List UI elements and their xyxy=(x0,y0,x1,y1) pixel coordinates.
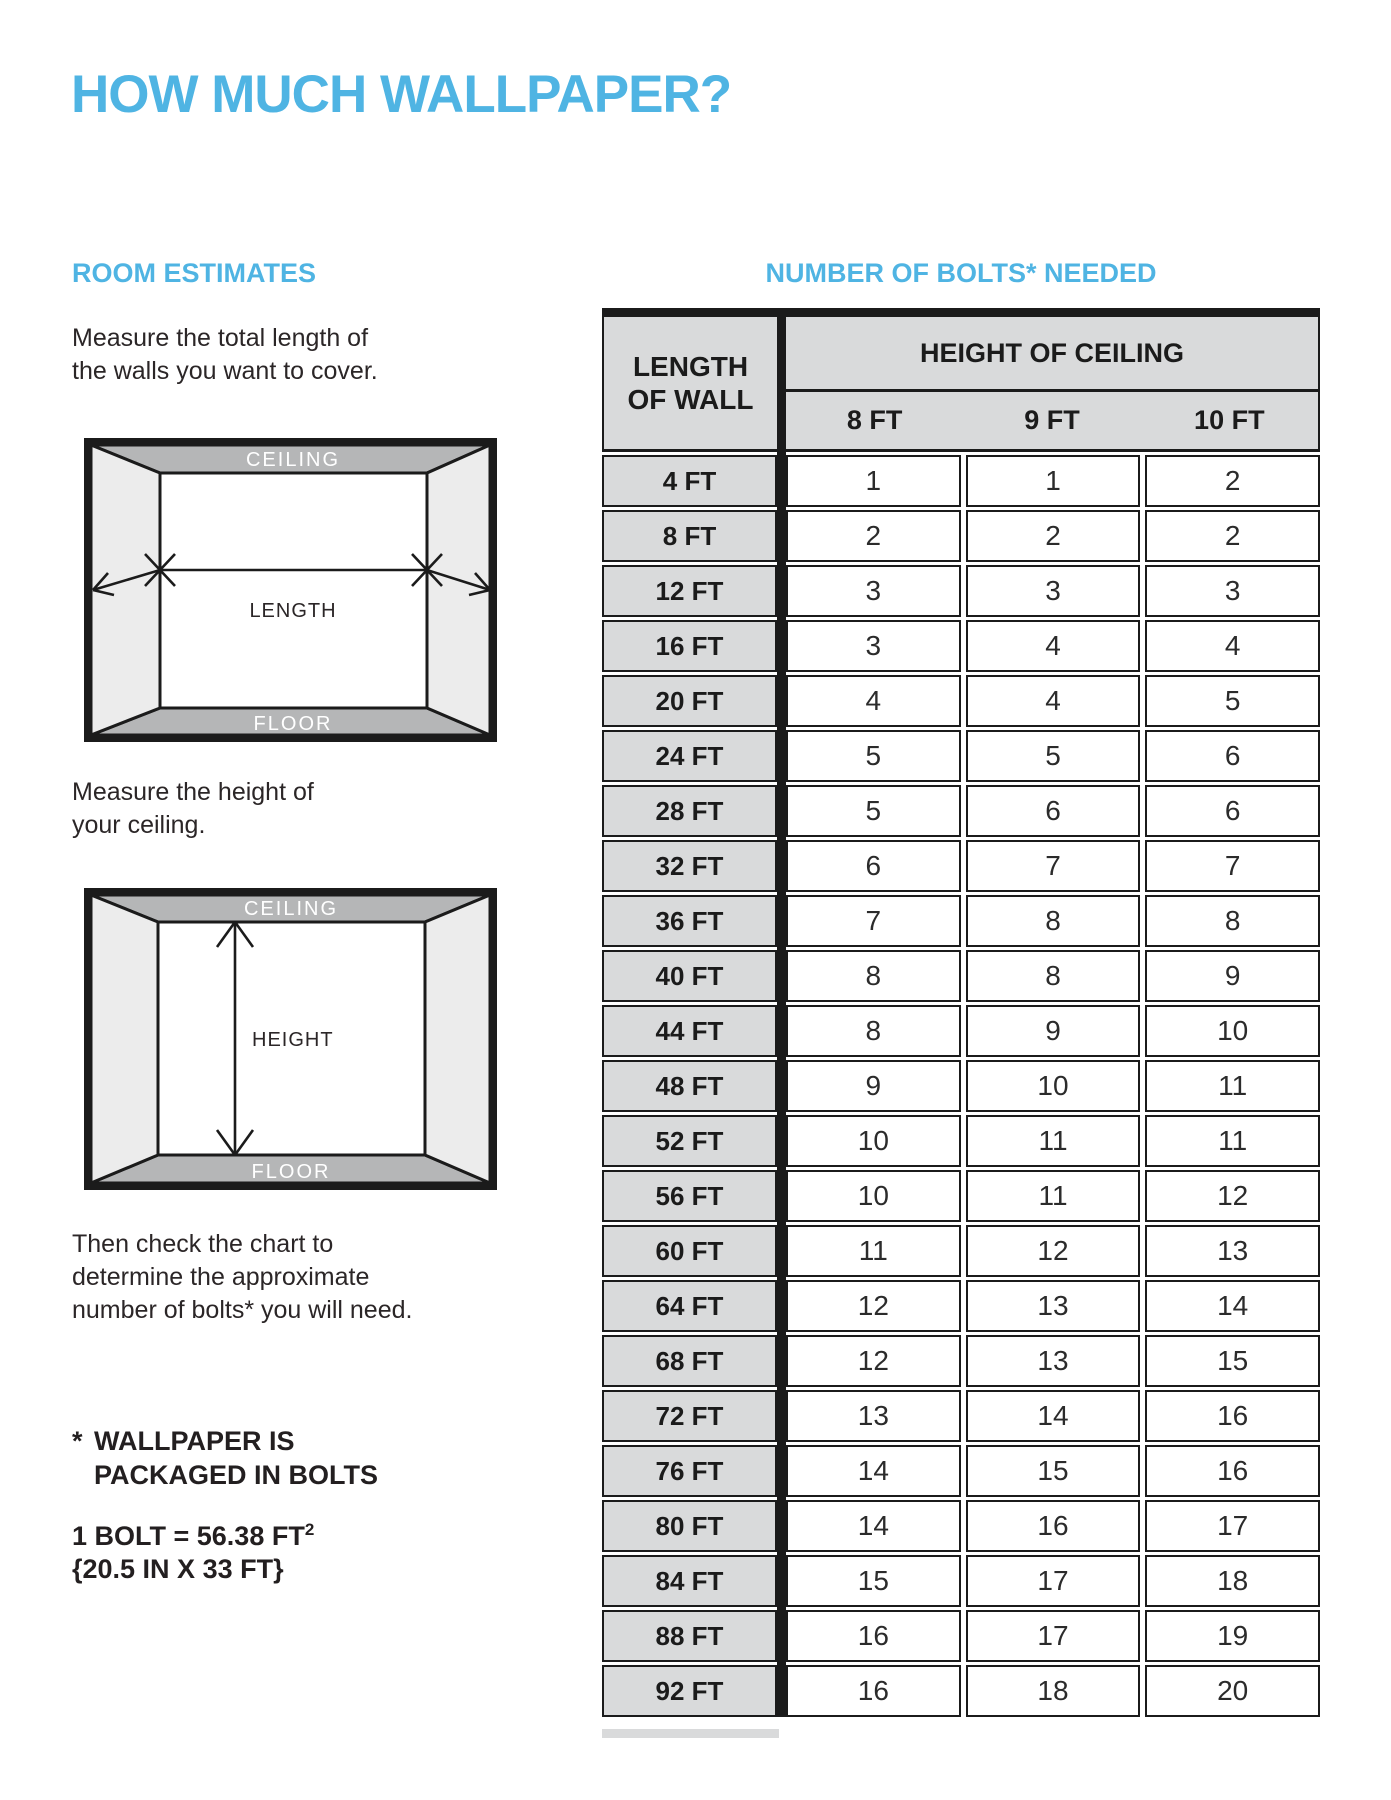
bolt-count-cell: 2 xyxy=(786,510,961,562)
row-values xyxy=(786,840,1320,892)
bolt-count-cell: 8 xyxy=(786,950,961,1002)
bolt-count-cell: 4 xyxy=(966,675,1141,727)
height-label: HEIGHT xyxy=(252,1029,334,1051)
ceiling-height-column-header: 8 FT xyxy=(846,405,903,435)
column-headers xyxy=(786,317,1320,452)
bolt-count-cell: 12 xyxy=(786,1280,961,1332)
table-row xyxy=(602,1115,1320,1167)
table-vertical-rule xyxy=(777,317,786,1717)
wall-length-label: 92 FT xyxy=(602,1665,777,1717)
bolt-equation-text: 1 BOLT = 56.38 FT xyxy=(72,1521,305,1551)
bolt-count-cell: 16 xyxy=(786,1610,961,1662)
bolt-count-cell: 6 xyxy=(1145,730,1320,782)
row-values xyxy=(786,1610,1320,1662)
ceiling-height-column-header: 9 FT xyxy=(1024,405,1080,435)
table-row xyxy=(602,895,1320,947)
wall-length-label: 56 FT xyxy=(602,1170,777,1222)
bolt-count-cell: 7 xyxy=(966,840,1141,892)
bolt-count-cell: 20 xyxy=(1145,1665,1320,1717)
table-row xyxy=(602,1500,1320,1552)
measure-height-paragraph xyxy=(72,776,314,842)
footnote-line: PACKAGED IN BOLTS xyxy=(94,1460,379,1490)
wall-length-label: 20 FT xyxy=(602,675,777,727)
wall-length-label: 60 FT xyxy=(602,1225,777,1277)
wall-length-label: 28 FT xyxy=(602,785,777,837)
right-wall xyxy=(427,445,490,735)
room-height-illustration xyxy=(84,888,497,1190)
footnote-line: WALLPAPER IS xyxy=(94,1426,295,1456)
row-header-line: LENGTH xyxy=(632,351,749,382)
row-header-line: OF WALL xyxy=(627,384,754,415)
table-row xyxy=(602,1665,1320,1717)
bolt-count-cell: 5 xyxy=(1145,675,1320,727)
bolt-count-cell: 13 xyxy=(966,1335,1141,1387)
row-values xyxy=(786,620,1320,672)
page-title: HOW MUCH WALLPAPER? xyxy=(71,65,732,124)
row-values xyxy=(786,1115,1320,1167)
wall-length-label: 32 FT xyxy=(602,840,777,892)
bolt-count-cell: 3 xyxy=(786,620,961,672)
ceiling-height-column-header: 10 FT xyxy=(1194,405,1265,435)
bolt-count-cell: 7 xyxy=(786,895,961,947)
bolt-equation-line xyxy=(72,1520,314,1553)
bolt-count-cell: 2 xyxy=(966,510,1141,562)
bolt-count-cell: 13 xyxy=(1145,1225,1320,1277)
row-group-header xyxy=(602,317,777,452)
bolt-count-cell: 10 xyxy=(786,1170,961,1222)
row-values xyxy=(786,1005,1320,1057)
bolt-count-cell: 12 xyxy=(786,1335,961,1387)
row-values xyxy=(786,1665,1320,1717)
bolt-count-cell: 4 xyxy=(786,675,961,727)
table-header xyxy=(602,317,1320,452)
bolt-count-cell: 7 xyxy=(1145,840,1320,892)
wall-length-label: 76 FT xyxy=(602,1445,777,1497)
row-values xyxy=(786,510,1320,562)
bolt-count-cell: 11 xyxy=(966,1115,1141,1167)
row-values xyxy=(786,1555,1320,1607)
wall-length-label: 72 FT xyxy=(602,1390,777,1442)
diagram-room-height xyxy=(84,888,497,1195)
bolts-needed-table xyxy=(602,308,1320,1717)
wall-length-label: 68 FT xyxy=(602,1335,777,1387)
bolt-count-cell: 18 xyxy=(1145,1555,1320,1607)
table-row xyxy=(602,1225,1320,1277)
bolt-count-cell: 18 xyxy=(966,1665,1141,1717)
bolt-count-cell: 12 xyxy=(1145,1170,1320,1222)
bolt-count-cell: 8 xyxy=(1145,895,1320,947)
bolt-count-cell: 6 xyxy=(1145,785,1320,837)
bolt-count-cell: 3 xyxy=(1145,565,1320,617)
bolt-count-cell: 14 xyxy=(786,1500,961,1552)
left-wall xyxy=(91,445,160,735)
column-subheader-row xyxy=(786,392,1320,452)
table-row xyxy=(602,510,1320,562)
column-group-header: HEIGHT OF CEILING xyxy=(786,317,1320,392)
table-row xyxy=(602,840,1320,892)
bolt-count-cell: 9 xyxy=(1145,950,1320,1002)
asterisk-marker: * xyxy=(72,1426,83,1456)
wallpaper-bolts-footnote xyxy=(72,1424,378,1492)
wall-length-label: 52 FT xyxy=(602,1115,777,1167)
bolt-count-cell: 15 xyxy=(966,1445,1141,1497)
bolt-count-cell: 4 xyxy=(1145,620,1320,672)
bolt-count-cell: 17 xyxy=(966,1610,1141,1662)
table-row xyxy=(602,785,1320,837)
paragraph-line: number of bolts* you will need. xyxy=(72,1296,413,1324)
wall-length-label: 44 FT xyxy=(602,1005,777,1057)
wall-length-label: 88 FT xyxy=(602,1610,777,1662)
row-values xyxy=(786,1500,1320,1552)
table-row xyxy=(602,950,1320,1002)
footnote-text xyxy=(94,1424,378,1492)
row-values xyxy=(786,675,1320,727)
bolt-count-cell: 19 xyxy=(1145,1610,1320,1662)
wall-length-label: 24 FT xyxy=(602,730,777,782)
floor-label: FLOOR xyxy=(253,713,333,735)
row-values xyxy=(786,565,1320,617)
ceiling-label: CEILING xyxy=(243,898,339,920)
row-values xyxy=(786,455,1320,507)
bolt-count-cell: 15 xyxy=(1145,1335,1320,1387)
bolt-count-cell: 5 xyxy=(966,730,1141,782)
bolt-dimensions-line: {20.5 IN X 33 FT} xyxy=(72,1554,284,1584)
row-values xyxy=(786,1335,1320,1387)
bolt-count-cell: 1 xyxy=(786,455,961,507)
bolt-count-cell: 5 xyxy=(786,785,961,837)
back-wall xyxy=(160,473,427,708)
table-row xyxy=(602,1280,1320,1332)
paragraph-line: your ceiling. xyxy=(72,811,206,839)
row-values xyxy=(786,1280,1320,1332)
bolt-count-cell: 12 xyxy=(966,1225,1141,1277)
table-bottom-sliver xyxy=(602,1729,779,1738)
row-values xyxy=(786,730,1320,782)
table-row xyxy=(602,1005,1320,1057)
bolt-count-cell: 17 xyxy=(1145,1500,1320,1552)
bolt-count-cell: 8 xyxy=(786,1005,961,1057)
table-row xyxy=(602,675,1320,727)
bolt-count-cell: 8 xyxy=(966,950,1141,1002)
bolt-count-cell: 9 xyxy=(966,1005,1141,1057)
bolt-count-cell: 10 xyxy=(786,1115,961,1167)
paragraph-line: Measure the total length of xyxy=(72,324,369,352)
paragraph-line: Then check the chart to xyxy=(72,1230,334,1258)
bolt-count-cell: 11 xyxy=(1145,1060,1320,1112)
bolt-count-cell: 16 xyxy=(786,1665,961,1717)
room-length-illustration xyxy=(84,438,497,742)
left-wall xyxy=(91,895,158,1183)
bolts-needed-heading: NUMBER OF BOLTS* NEEDED xyxy=(765,258,1157,288)
row-values xyxy=(786,1390,1320,1442)
bolt-count-cell: 9 xyxy=(786,1060,961,1112)
bolt-count-cell: 3 xyxy=(786,565,961,617)
measure-length-paragraph xyxy=(72,322,378,388)
bolt-count-cell: 16 xyxy=(1145,1445,1320,1497)
room-estimates-heading: ROOM ESTIMATES xyxy=(72,258,317,288)
bolt-count-cell: 6 xyxy=(966,785,1141,837)
table-row xyxy=(602,1445,1320,1497)
wall-length-label: 84 FT xyxy=(602,1555,777,1607)
paragraph-line: the walls you want to cover. xyxy=(72,357,378,385)
wall-length-label: 48 FT xyxy=(602,1060,777,1112)
table-row xyxy=(602,1060,1320,1112)
bolt-count-cell: 14 xyxy=(966,1390,1141,1442)
row-values xyxy=(786,1225,1320,1277)
bolt-count-cell: 17 xyxy=(966,1555,1141,1607)
bolt-count-cell: 4 xyxy=(966,620,1141,672)
table-row xyxy=(602,1335,1320,1387)
table-row xyxy=(602,620,1320,672)
bolt-count-cell: 13 xyxy=(966,1280,1141,1332)
bolt-count-cell: 1 xyxy=(966,455,1141,507)
table-row xyxy=(602,455,1320,507)
bolt-count-cell: 10 xyxy=(1145,1005,1320,1057)
row-values xyxy=(786,1170,1320,1222)
row-values xyxy=(786,1060,1320,1112)
wall-length-label: 4 FT xyxy=(602,455,777,507)
length-label: LENGTH xyxy=(249,600,337,622)
table-row xyxy=(602,1390,1320,1442)
diagram-room-length xyxy=(84,438,497,747)
bolt-equation-exponent: 2 xyxy=(304,1520,315,1539)
bolt-count-cell: 3 xyxy=(966,565,1141,617)
floor-label: FLOOR xyxy=(251,1161,331,1183)
paragraph-line: Measure the height of xyxy=(72,778,314,806)
bolt-count-cell: 14 xyxy=(1145,1280,1320,1332)
bolt-specification xyxy=(72,1520,314,1586)
bolt-count-cell: 10 xyxy=(966,1060,1141,1112)
wall-length-label: 40 FT xyxy=(602,950,777,1002)
wall-length-label: 36 FT xyxy=(602,895,777,947)
bolt-count-cell: 2 xyxy=(1145,455,1320,507)
table-row xyxy=(602,565,1320,617)
wall-length-label: 80 FT xyxy=(602,1500,777,1552)
check-chart-paragraph xyxy=(72,1228,412,1327)
bolt-count-cell: 13 xyxy=(786,1390,961,1442)
row-values xyxy=(786,785,1320,837)
paragraph-line: determine the approximate xyxy=(72,1263,370,1291)
ceiling-label: CEILING xyxy=(245,449,341,471)
row-values xyxy=(786,895,1320,947)
bolt-count-cell: 16 xyxy=(1145,1390,1320,1442)
bolt-count-cell: 11 xyxy=(966,1170,1141,1222)
table-top-rule xyxy=(602,308,1320,317)
bolt-count-cell: 2 xyxy=(1145,510,1320,562)
wall-length-label: 8 FT xyxy=(602,510,777,562)
bolt-count-cell: 11 xyxy=(1145,1115,1320,1167)
table-row xyxy=(602,730,1320,782)
bolt-count-cell: 11 xyxy=(786,1225,961,1277)
row-values xyxy=(786,950,1320,1002)
table-row xyxy=(602,1170,1320,1222)
row-values xyxy=(786,1445,1320,1497)
bolt-count-cell: 15 xyxy=(786,1555,961,1607)
bolt-count-cell: 6 xyxy=(786,840,961,892)
wall-length-label: 64 FT xyxy=(602,1280,777,1332)
table-body xyxy=(602,455,1320,1717)
bolt-count-cell: 14 xyxy=(786,1445,961,1497)
table-row xyxy=(602,1610,1320,1662)
bolt-count-cell: 5 xyxy=(786,730,961,782)
wall-length-label: 12 FT xyxy=(602,565,777,617)
table-row xyxy=(602,1555,1320,1607)
bolt-count-cell: 16 xyxy=(966,1500,1141,1552)
right-wall xyxy=(425,895,490,1183)
bolt-count-cell: 8 xyxy=(966,895,1141,947)
wall-length-label: 16 FT xyxy=(602,620,777,672)
